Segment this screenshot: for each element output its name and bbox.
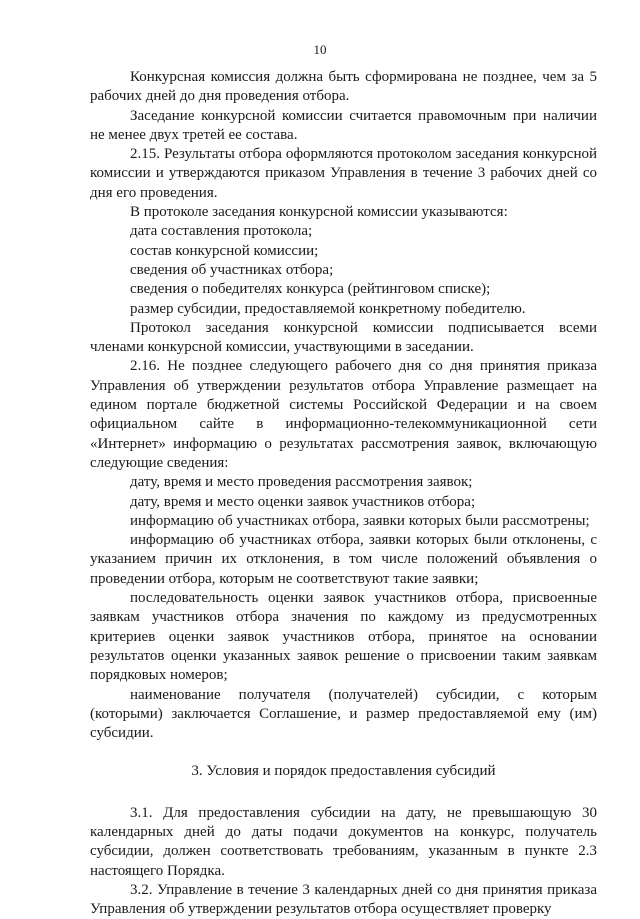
list-item: информацию об участниках отбора, заявки которых были отклонены, с указанием причин их отклонения, в том числе положений объявления о проведении отбора, которым не соответствуют такие заявки;: [90, 532, 597, 587]
list-item: последовательность оценки заявок участников отбора, присвоенные заявкам участников отбора значения по каждому из предусмотренных критериев оценки заявок участников отбора, принятое на основании результатов оценки указанных заявок решение о присвоении таким заявкам порядковых номеров;: [90, 590, 597, 684]
list-item: сведения о победителях конкурса (рейтинговом списке);: [130, 281, 491, 298]
paragraph-2-16: 2.16. Не позднее следующего рабочего дня со дня принятия приказа Управления об утверждении результатов отбора Управление размещает на едином портале бюджетной системы Российской Федерации и на своем официальном сайте в информационно-телекоммуникационной сети «Интернет» информацию о результатах рассмотрения заявок, включающую следующие сведения:: [90, 358, 597, 471]
paragraph-commission-quorum: Заседание конкурсной комиссии считается правомочным при наличии не менее двух третей ее состава.: [90, 107, 597, 143]
list-item: дата составления протокола;: [130, 223, 313, 240]
list-item: дату, время и место оценки заявок участников отбора;: [130, 493, 476, 510]
paragraph-3-2: 3.2. Управление в течение 3 календарных дней со дня принятия приказа Управления об утверждении результатов отбора осуществляет проверку: [90, 881, 597, 918]
document-body: [90, 68, 597, 919]
list-item: состав конкурсной комиссии;: [130, 242, 319, 259]
list-item: информацию об участниках отбора, заявки которых были рассмотрены;: [130, 512, 590, 529]
list-item: дату, время и место проведения рассмотрения заявок;: [130, 474, 473, 491]
list-item: размер субсидии, предоставляемой конкретному победителю.: [130, 300, 526, 317]
paragraph-commission-formation: Конкурсная комиссия должна быть сформирована не позднее, чем за 5 рабочих дней до дня проведения отбора.: [90, 69, 597, 105]
section-heading: 3. Условия и порядок предоставления субсидий: [191, 763, 496, 780]
paragraph-protocol-signing: Протокол заседания конкурсной комиссии подписывается всеми членами конкурсной комиссии, участвующими в заседании.: [90, 319, 597, 356]
paragraph-2-15: 2.15. Результаты отбора оформляются протоколом заседания конкурсной комиссии и утверждаются приказом Управления в течение 3 рабочих дней со дня его проведения.: [90, 146, 597, 201]
list-item: сведения об участниках отбора;: [130, 261, 334, 278]
page-number: 10: [313, 42, 327, 57]
paragraph-protocol-contents: В протоколе заседания конкурсной комиссии указываются:: [130, 204, 508, 221]
paragraph-3-1: 3.1. Для предоставления субсидии на дату, не превышающую 30 календарных дней до даты подачи документов на конкурс, получатель субсидии, должен соответствовать требованиям, указанным в пункте 2.3 настоящего Порядка.: [90, 804, 597, 879]
list-item: наименование получателя (получателей) субсидии, с которым (которыми) заключается Соглашение, и размер предоставляемой ему (им) субсидии.: [90, 686, 597, 742]
